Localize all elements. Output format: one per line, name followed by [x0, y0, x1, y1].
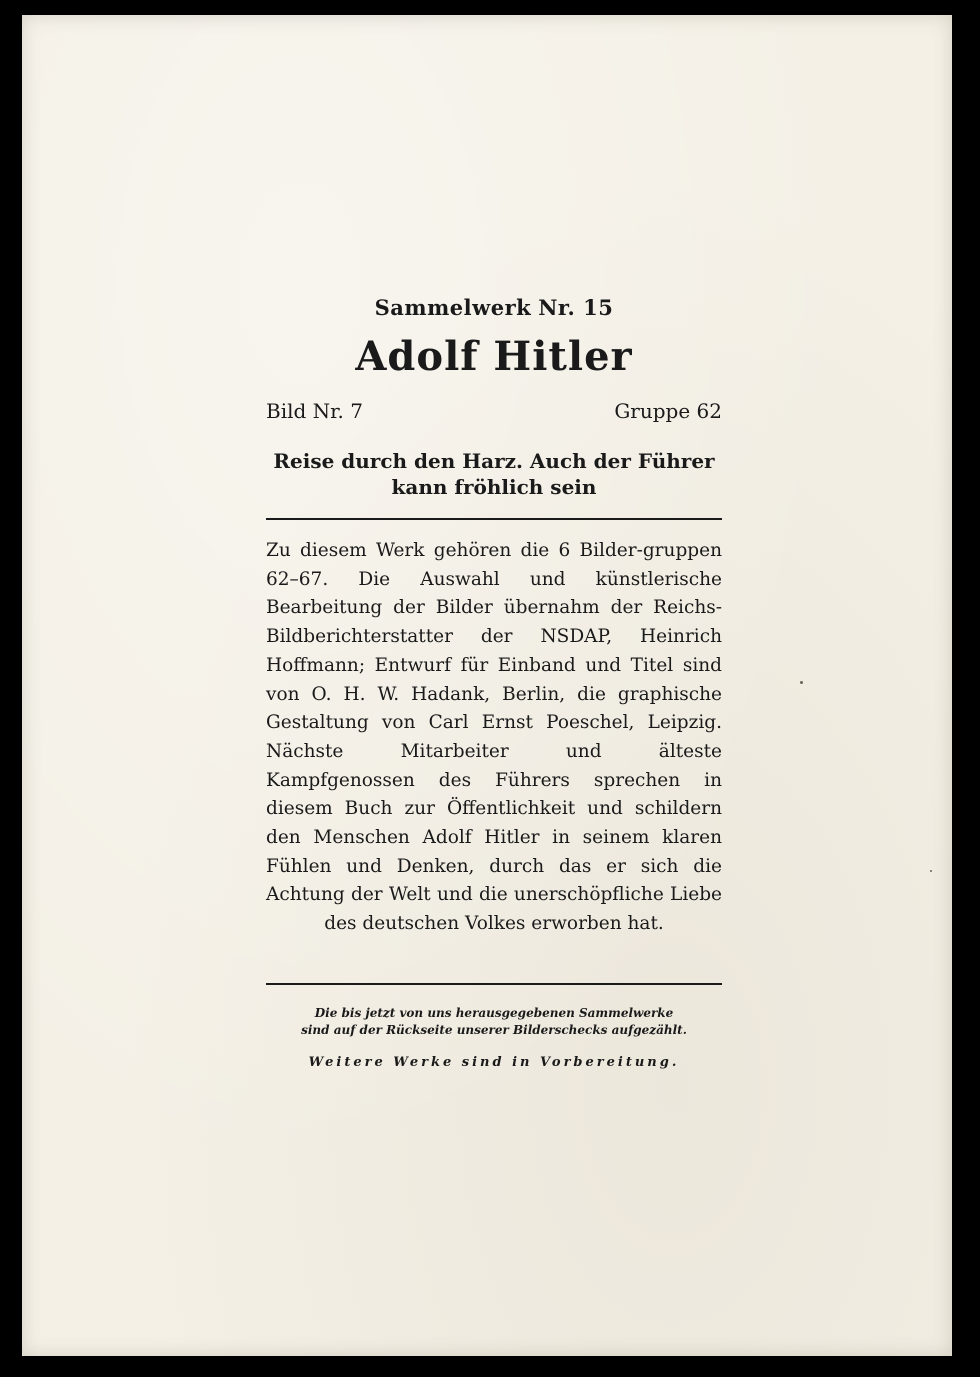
paper-speck: [930, 870, 932, 872]
series-number: Nr. 15: [538, 295, 614, 320]
footnote-line-2: sind auf der Rückseite unserer Bilderschecks aufgezählt.: [301, 1023, 687, 1037]
card-back: [22, 15, 952, 1356]
picture-info-row: [266, 399, 722, 423]
paper-speck: [800, 681, 803, 684]
picture-number: Bild Nr. 7: [266, 399, 363, 423]
series-label: Sammelwerk: [374, 295, 532, 320]
footnote: [266, 1005, 722, 1039]
caption-line-2: kann fröhlich sein: [391, 475, 597, 499]
series-heading: [266, 295, 722, 320]
top-divider: [266, 518, 722, 520]
card-title: Adolf Hitler: [355, 333, 633, 380]
bottom-divider: [266, 983, 722, 985]
footnote-line-1: Die bis jetzt von uns herausgegebenen Sammelwerke: [314, 1006, 674, 1020]
picture-caption: [266, 448, 722, 500]
description-paragraph: Zu diesem Werk gehören die 6 Bilder-gruppen 62–67. Die Auswahl und künstlerische Bearbeitung der Bilder übernahm der Reichs-Bildberichterstatter der NSDAP, Heinrich Hoffmann; Entwurf für Einband und Titel sind von O. H. W. Hadank, Berlin, die graphische Gestaltung von Carl Ernst Poeschel, Leipzig. Nächste Mitarbeiter und älteste Kampfgenossen des Führers sprechen in diesem Buch zur Öffentlichkeit und schildern den Menschen Adolf Hitler in seinem klaren Fühlen und Denken, durch das er sich die Achtung der Welt und die unerschöpfliche Liebe des deutschen Volkes erworben hat.: [266, 540, 722, 935]
caption-line-1: Reise durch den Harz. Auch der Führer: [273, 449, 715, 473]
group-number: Gruppe 62: [614, 399, 722, 423]
footnote-line-3: Weitere Werke sind in Vorbereitung.: [308, 1055, 680, 1070]
